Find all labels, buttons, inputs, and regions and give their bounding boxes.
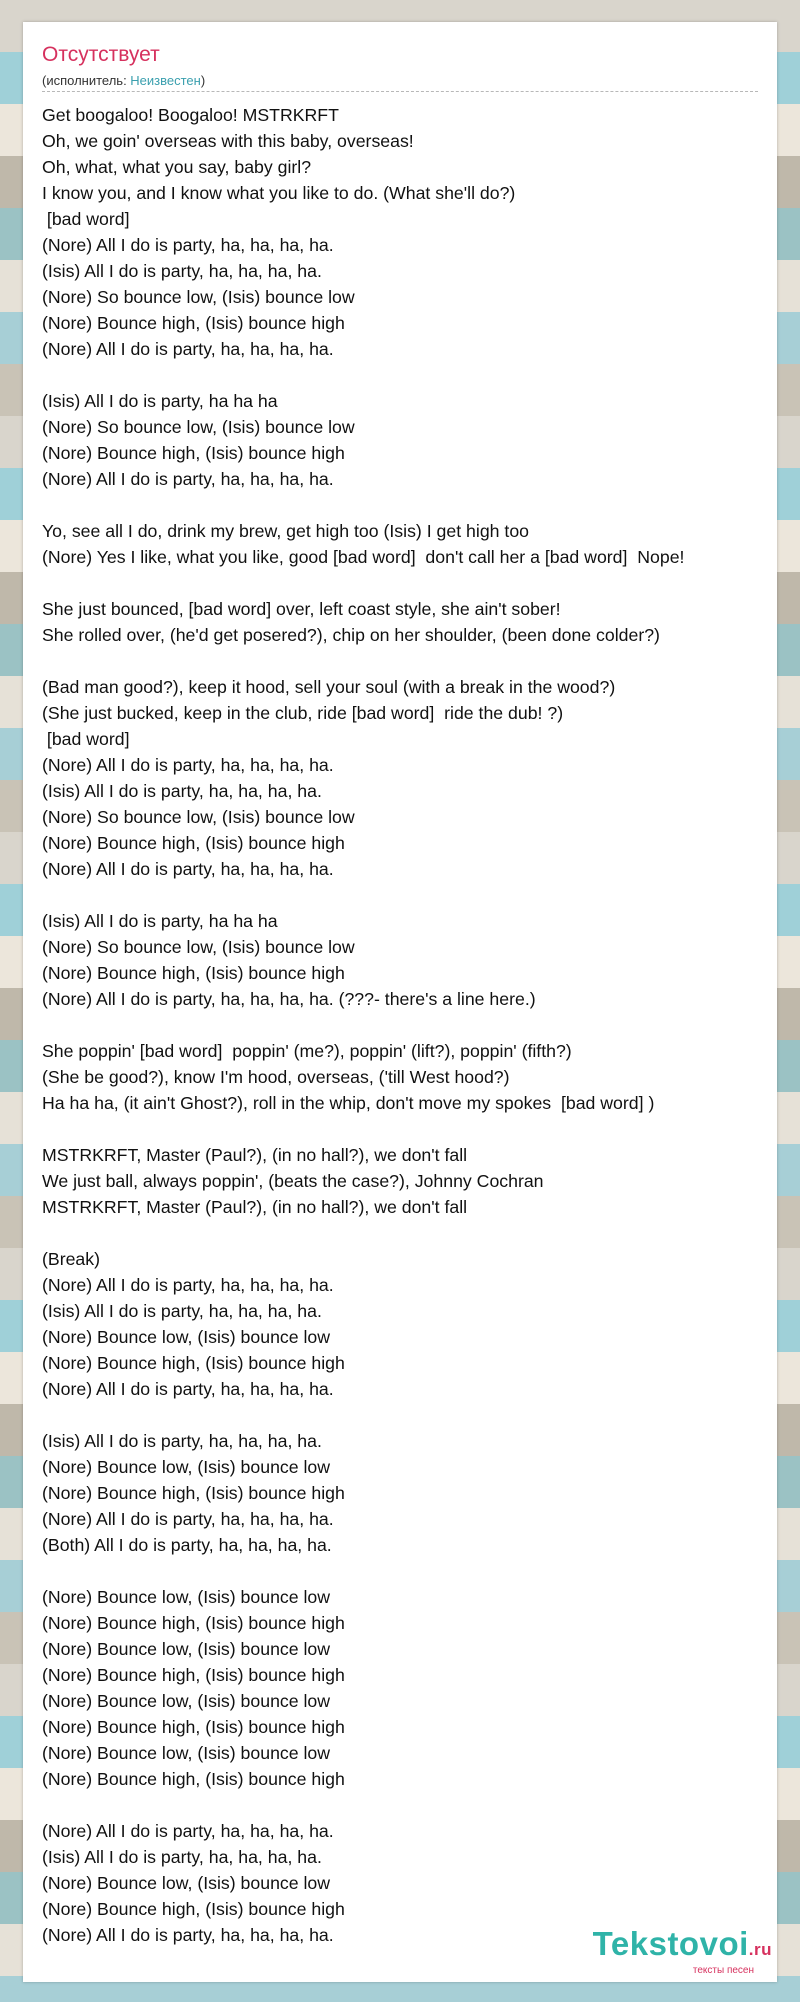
logo-tagline: тексты песен — [692, 1965, 754, 1976]
lyric-line: (Isis) All I do is party, ha, ha, ha, ha. — [42, 781, 322, 801]
lyric-line: (Isis) All I do is party, ha, ha, ha, ha. — [42, 261, 322, 281]
lyric-line: (Bad man good?), keep it hood, sell your soul (with a break in the wood?) — [42, 677, 616, 697]
lyric-line: (Nore) So bounce low, (Isis) bounce low — [42, 937, 355, 957]
lyric-line: (Break) — [42, 1249, 100, 1269]
lyric-line: (Nore) Bounce high, (Isis) bounce high — [42, 1353, 345, 1373]
lyric-line: (Isis) All I do is party, ha, ha, ha, ha. — [42, 1431, 322, 1451]
lyric-line: MSTRKRFT, Master (Paul?), (in no hall?), we don't fall — [42, 1197, 468, 1217]
logo-name: Tekstovoi — [592, 1925, 749, 1962]
lyric-line: (She be good?), know I'm hood, overseas, ('till West hood?) — [42, 1067, 510, 1087]
lyric-line: (Nore) So bounce low, (Isis) bounce low — [42, 807, 355, 827]
lyric-line: (Nore) Bounce high, (Isis) bounce high — [42, 1613, 345, 1633]
lyric-line: (Nore) Bounce low, (Isis) bounce low — [42, 1587, 331, 1607]
lyric-line: I know you, and I know what you like to do. (What she'll do?) — [42, 183, 516, 203]
lyric-line: Yo, see all I do, drink my brew, get high too (Isis) I get high too — [42, 521, 530, 541]
lyric-line: (Nore) All I do is party, ha, ha, ha, ha. — [42, 1925, 334, 1945]
lyric-line: (Nore) All I do is party, ha, ha, ha, ha. — [42, 1509, 334, 1529]
lyric-line: (Isis) All I do is party, ha ha ha — [42, 391, 278, 411]
lyric-line: (Isis) All I do is party, ha, ha, ha, ha. — [42, 1301, 322, 1321]
lyric-line: She rolled over, (he'd get posered?), chip on her shoulder, (been done colder?) — [42, 625, 660, 645]
divider — [42, 91, 758, 92]
lyric-line: Oh, what, what you say, baby girl? — [42, 157, 312, 177]
lyric-line: (Nore) Bounce low, (Isis) bounce low — [42, 1457, 331, 1477]
lyric-line: MSTRKRFT, Master (Paul?), (in no hall?), we don't fall — [42, 1145, 468, 1165]
lyric-line: (Nore) Bounce high, (Isis) bounce high — [42, 443, 345, 463]
lyric-line: (Nore) Bounce low, (Isis) bounce low — [42, 1327, 331, 1347]
lyric-line: (Nore) Bounce high, (Isis) bounce high — [42, 313, 345, 333]
lyric-line: Get boogaloo! Boogaloo! MSTRKRFT — [42, 105, 339, 125]
artist-link[interactable]: Неизвестен — [130, 73, 201, 88]
lyric-line: (Nore) Bounce high, (Isis) bounce high — [42, 963, 345, 983]
site-logo[interactable] — [593, 1927, 772, 1976]
lyric-line: [bad word] — [42, 729, 130, 749]
lyric-line: She just bounced, [bad word] over, left coast style, she ain't sober! — [42, 599, 561, 619]
lyric-line: [bad word] — [42, 209, 130, 229]
lyric-line: (Isis) All I do is party, ha, ha, ha, ha. — [42, 1847, 322, 1867]
lyric-line: Ha ha ha, (it ain't Ghost?), roll in the whip, don't move my spokes [bad word] ) — [42, 1093, 655, 1113]
lyric-line: (Nore) So bounce low, (Isis) bounce low — [42, 417, 355, 437]
lyric-line: (Nore) Bounce high, (Isis) bounce high — [42, 1665, 345, 1685]
lyric-line: (Nore) Bounce high, (Isis) bounce high — [42, 1717, 345, 1737]
lyric-line: (Nore) Bounce low, (Isis) bounce low — [42, 1873, 331, 1893]
lyric-line: (Nore) All I do is party, ha, ha, ha, ha. — [42, 339, 334, 359]
lyric-line: (Both) All I do is party, ha, ha, ha, ha. — [42, 1535, 332, 1555]
logo-tld: .ru — [748, 1940, 772, 1959]
lyric-line: (Nore) So bounce low, (Isis) bounce low — [42, 287, 355, 307]
lyric-line: (Nore) Bounce high, (Isis) bounce high — [42, 1483, 345, 1503]
lyric-line: (Nore) All I do is party, ha, ha, ha, ha. — [42, 1275, 334, 1295]
lyric-line: Oh, we goin' overseas with this baby, overseas! — [42, 131, 414, 151]
artist-suffix: ) — [200, 73, 206, 88]
lyrics-card — [23, 22, 777, 1982]
lyric-line: (Nore) All I do is party, ha, ha, ha, ha. (???- there's a line here.) — [42, 989, 536, 1009]
lyric-line: (Nore) Bounce high, (Isis) bounce high — [42, 1899, 345, 1919]
lyric-line: (Nore) All I do is party, ha, ha, ha, ha. — [42, 1379, 334, 1399]
song-title: Отсутствует — [42, 43, 160, 66]
lyric-line: (Nore) All I do is party, ha, ha, ha, ha. — [42, 1821, 334, 1841]
lyric-line: (Nore) All I do is party, ha, ha, ha, ha. — [42, 235, 334, 255]
artist-prefix: (исполнитель: — [42, 73, 131, 88]
lyric-line: (Nore) Bounce low, (Isis) bounce low — [42, 1691, 331, 1711]
artist-line — [42, 73, 205, 88]
lyric-line: (Nore) Bounce low, (Isis) bounce low — [42, 1639, 331, 1659]
logo-wordmark — [593, 1927, 772, 1967]
lyric-line: She poppin' [bad word] poppin' (me?), poppin' (lift?), poppin' (fifth?) — [42, 1041, 572, 1061]
lyric-line: (Nore) Bounce high, (Isis) bounce high — [42, 1769, 345, 1789]
lyric-line: (Nore) Yes I like, what you like, good [bad word] don't call her a [bad word] Nope! — [42, 547, 685, 567]
lyric-line: (She just bucked, keep in the club, ride [bad word] ride the dub! ?) — [42, 703, 564, 723]
lyric-line: (Nore) All I do is party, ha, ha, ha, ha. — [42, 755, 334, 775]
lyric-line: We just ball, always poppin', (beats the case?), Johnny Cochran — [42, 1171, 544, 1191]
lyrics-text — [42, 102, 777, 1948]
lyric-line: (Nore) All I do is party, ha, ha, ha, ha. — [42, 469, 334, 489]
lyric-line: (Nore) All I do is party, ha, ha, ha, ha. — [42, 859, 334, 879]
lyric-line: (Isis) All I do is party, ha ha ha — [42, 911, 278, 931]
lyric-line: (Nore) Bounce high, (Isis) bounce high — [42, 833, 345, 853]
lyric-line: (Nore) Bounce low, (Isis) bounce low — [42, 1743, 331, 1763]
